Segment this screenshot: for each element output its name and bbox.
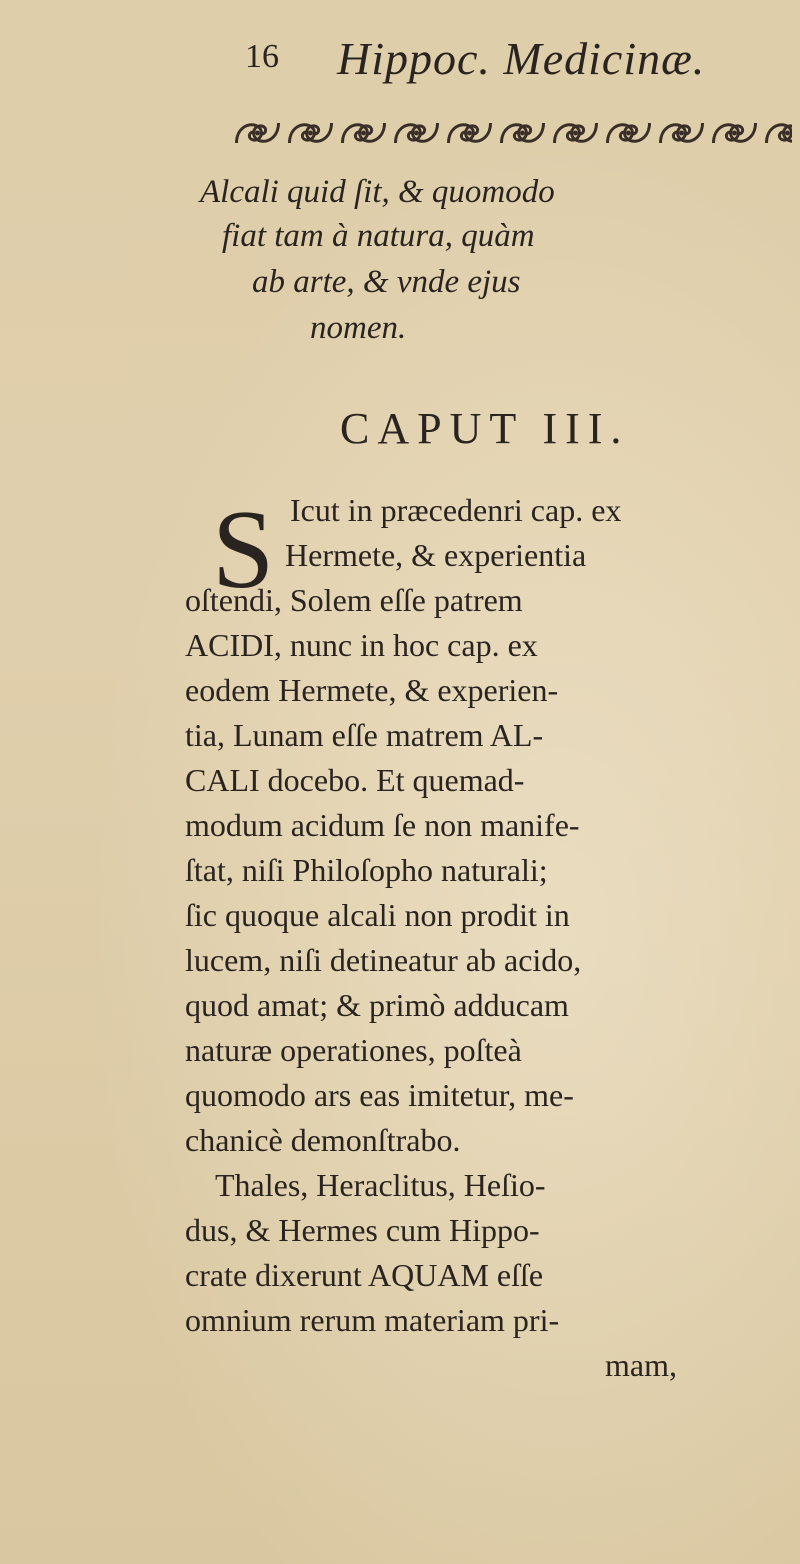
fleuron-icon bbox=[497, 113, 548, 153]
text-line: naturæ operationes, poſteà bbox=[185, 1032, 522, 1068]
text-line: chanicè demonſtrabo. bbox=[185, 1122, 461, 1158]
text-line: ſic quoque alcali non prodit in bbox=[185, 897, 570, 933]
text-line: eodem Hermete, & experien- bbox=[185, 672, 559, 708]
rubric-line: Alcali quid ſit, & quomodo bbox=[200, 174, 555, 210]
fleuron-icon bbox=[603, 113, 654, 153]
chapter-heading: CAPUT III. bbox=[340, 404, 630, 453]
text-line: Hermete, & experientia bbox=[285, 537, 587, 573]
fleuron-icon bbox=[762, 113, 792, 153]
text-line: modum acidum ſe non manife- bbox=[185, 807, 580, 843]
text-line: lucem, niſi detineatur ab acido, bbox=[185, 942, 582, 978]
fleuron-icon bbox=[338, 113, 389, 153]
drop-cap: S bbox=[212, 488, 275, 612]
text-line: crate dixerunt AQUAM eſſe bbox=[185, 1257, 544, 1293]
fleuron-icon bbox=[709, 113, 760, 153]
fleuron-icon bbox=[285, 113, 336, 153]
text-line: omnium rerum materiam pri- bbox=[185, 1302, 560, 1338]
rubric-line: fiat tam à natura, quàm bbox=[222, 218, 535, 254]
fleuron-band-icon bbox=[232, 108, 792, 158]
running-title: Hippoc. Medicinæ. bbox=[337, 33, 706, 84]
page-number: 16 bbox=[245, 38, 279, 75]
fleuron-icon bbox=[656, 113, 707, 153]
text-line: tia, Lunam eſſe matrem AL- bbox=[185, 717, 544, 753]
fleuron-icon bbox=[444, 113, 495, 153]
text-line: dus, & Hermes cum Hippo- bbox=[185, 1212, 540, 1248]
text-line: CALI docebo. Et quemad- bbox=[185, 762, 525, 798]
text-line: ſtat, niſi Philoſopho naturali; bbox=[185, 852, 548, 888]
text-line: quomodo ars eas imitetur, me- bbox=[185, 1077, 574, 1113]
fleuron-icon bbox=[232, 113, 283, 153]
text-line: quod amat; & primò adducam bbox=[185, 987, 569, 1023]
fleuron-icon bbox=[550, 113, 601, 153]
text-line: Thales, Heraclitus, Heſio- bbox=[215, 1167, 546, 1203]
text-line: mam, bbox=[605, 1347, 677, 1383]
text-line: oſtendi, Solem eſſe patrem bbox=[185, 582, 523, 618]
rubric-line: ab arte, & vnde ejus bbox=[252, 264, 521, 300]
fleuron-icon bbox=[391, 113, 442, 153]
text-line: ACIDI, nunc in hoc cap. ex bbox=[185, 627, 538, 663]
rubric-line: nomen. bbox=[310, 310, 407, 346]
text-line: Icut in præcedenri cap. ex bbox=[290, 492, 622, 528]
